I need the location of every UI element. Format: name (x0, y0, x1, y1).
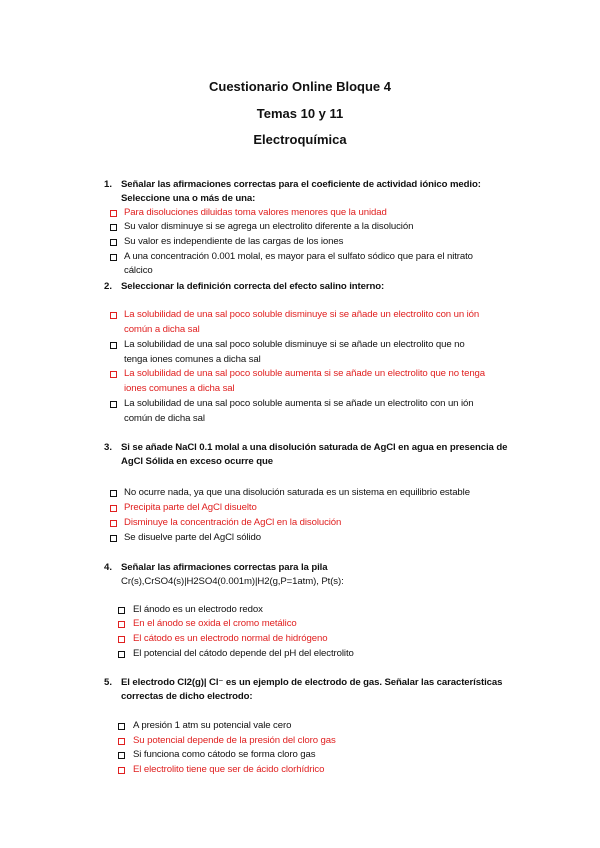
q3-option-1-label: No ocurre nada, ya que una disolución saturada es un sistema en equilibrio estable (124, 487, 470, 498)
q1-option-2-checkbox[interactable] (110, 224, 117, 231)
q4-option-4-label: El potencial del cátodo depende del pH del electrolito (133, 648, 354, 659)
q2-option-4-label: La solubilidad de una sal poco soluble aumenta si se añade un electrolito con un ión (124, 398, 474, 409)
q5-option-1-checkbox[interactable] (118, 723, 125, 730)
document-topic: Electroquímica (253, 132, 347, 147)
q1-option-1-checkbox[interactable] (110, 210, 117, 217)
q2-option-3-label-cont: iones comunes a dicha sal (124, 383, 235, 394)
q5-option-2-label: Su potencial depende de la presión del cloro gas (133, 735, 336, 746)
q2-option-4-label-cont: común de dicha sal (124, 413, 205, 424)
document-title: Cuestionario Online Bloque 4 (208, 79, 392, 94)
q4-option-4-checkbox[interactable] (118, 651, 125, 658)
q2-option-2-label: La solubilidad de una sal poco soluble disminuye si se añade un electrolito que no (124, 339, 465, 350)
q5-option-1-label: A presión 1 atm su potencial vale cero (133, 720, 292, 731)
question-5-text-cont: correctas de dicho electrodo: (121, 691, 253, 702)
question-4-cell-notation: Cr(s),CrSO4(s)|H2SO4(0.001m)|H2(g,P=1atm), Pt(s): (121, 576, 344, 587)
question-3-text: Si se añade NaCl 0.1 molal a una disolución saturada de AgCl en agua en presencia de (121, 442, 508, 453)
q5-option-2-checkbox[interactable] (118, 738, 125, 745)
q4-option-1-checkbox[interactable] (118, 607, 125, 614)
question-1-text: Señalar las afirmaciones correctas para el coeficiente de actividad iónico medio: (121, 179, 481, 190)
q1-option-3-label: Su valor es independiente de las cargas de los iones (124, 236, 344, 247)
document-subtitle: Temas 10 y 11 (256, 106, 344, 121)
q1-option-3-checkbox[interactable] (110, 239, 117, 246)
q3-option-2-label: Precipita parte del AgCl disuelto (124, 502, 257, 513)
question-3-number: 3. (104, 442, 113, 453)
q1-option-1-label: Para disoluciones diluidas toma valores menores que la unidad (124, 207, 387, 218)
q2-option-3-checkbox[interactable] (110, 371, 117, 378)
question-5-number: 5. (104, 677, 113, 688)
q4-option-3-label: El cátodo es un electrodo normal de hidrógeno (133, 633, 328, 644)
q4-option-2-checkbox[interactable] (118, 621, 125, 628)
q3-option-1-checkbox[interactable] (110, 490, 117, 497)
q4-option-1-label: El ánodo es un electrodo redox (133, 604, 263, 615)
q3-option-4-label: Se disuelve parte del AgCl sólido (124, 532, 261, 543)
q2-option-1-label: La solubilidad de una sal poco soluble disminuye si se añade un electrolito con un ión (124, 309, 480, 320)
q3-option-3-checkbox[interactable] (110, 520, 117, 527)
q1-option-2-label: Su valor disminuye si se agrega un electrolito diferente a la disolución (124, 221, 414, 232)
q4-option-2-label: En el ánodo se oxida el cromo metálico (133, 618, 297, 629)
q2-option-3-label: La solubilidad de una sal poco soluble aumenta si se añade un electrolito que no tenga (124, 368, 486, 379)
question-3-text-cont: AgCl Sólida en exceso ocurre que (121, 456, 273, 467)
q3-option-3-label: Disminuye la concentración de AgCl en la disolución (124, 517, 342, 528)
q5-option-3-label: Si funciona como cátodo se forma cloro gas (133, 749, 316, 760)
q1-option-4-label-cont: cálcico (124, 265, 153, 276)
q2-option-2-checkbox[interactable] (110, 342, 117, 349)
q5-option-4-label: El electrolito tiene que ser de ácido clorhídrico (133, 764, 325, 775)
q5-option-3-checkbox[interactable] (118, 752, 125, 759)
q2-option-1-checkbox[interactable] (110, 312, 117, 319)
q2-option-2-label-cont: tenga iones comunes a dicha sal (124, 354, 261, 365)
question-1-instruction: Seleccione una o más de una: (121, 193, 256, 204)
question-4-text: Señalar las afirmaciones correctas para la pila (121, 562, 328, 573)
question-2-number: 2. (104, 281, 113, 292)
q2-option-4-checkbox[interactable] (110, 401, 117, 408)
q4-option-3-checkbox[interactable] (118, 636, 125, 643)
q3-option-2-checkbox[interactable] (110, 505, 117, 512)
q1-option-4-label: A una concentración 0.001 molal, es mayor para el sulfato sódico que para el nitrato (124, 251, 473, 262)
q1-option-4-checkbox[interactable] (110, 254, 117, 261)
q2-option-1-label-cont: común a dicha sal (124, 324, 200, 335)
question-5-text: El electrodo Cl2(g)| Cl⁻ es un ejemplo de electrodo de gas. Señalar las características (121, 677, 503, 688)
q5-option-4-checkbox[interactable] (118, 767, 125, 774)
question-1-number: 1. (104, 179, 113, 190)
question-4-number: 4. (104, 562, 113, 573)
question-2-text: Seleccionar la definición correcta del efecto salino interno: (121, 281, 385, 292)
q3-option-4-checkbox[interactable] (110, 535, 117, 542)
